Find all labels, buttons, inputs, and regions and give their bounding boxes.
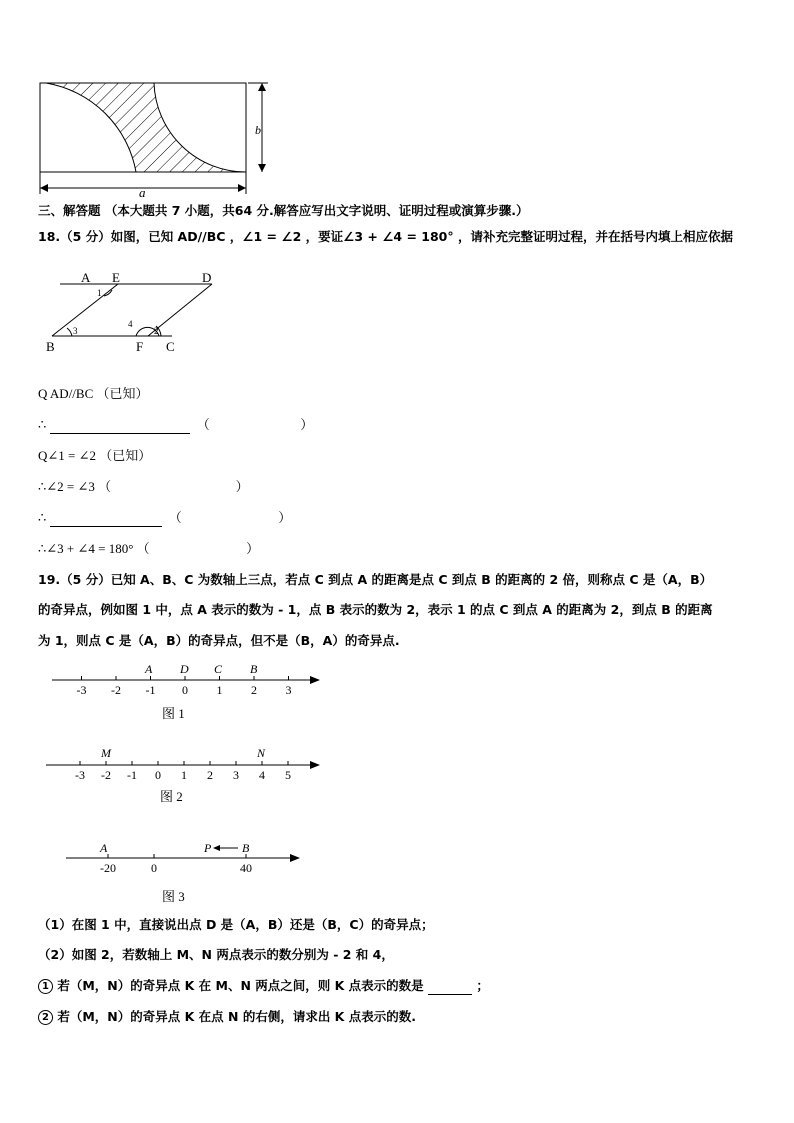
q19-line2: 的奇异点，例如图 1 中，点 A 表示的数为 - 1，点 B 表示的数为 2，表示 1 的点 C 到点 A 的距离为 2，到点 B 的距离 [38, 602, 713, 617]
number-line-fig3 [62, 838, 312, 910]
fig1-caption: 图 1 [162, 706, 185, 721]
fig2-tick-label: -3 [75, 768, 85, 782]
fig2-tick-label: 0 [155, 768, 161, 782]
fig-label-1: 1 [97, 288, 102, 298]
fig3-point-A: A [100, 841, 108, 855]
proof-blank-statement-2[interactable] [50, 419, 190, 434]
q19-sub1: 1 若（M，N）的奇异点 K 在 M、N 两点之间，则 K 点表示的数是 ； [38, 977, 489, 995]
dim-a-label: a [139, 185, 146, 198]
fig-label-F: F [136, 339, 144, 354]
proof-step-3: Q∠1 = ∠2 （已知） [38, 448, 152, 463]
q18-parallelogram-figure [40, 264, 230, 360]
answer-blank-k[interactable] [428, 980, 472, 995]
circled-1-icon: 1 [38, 979, 53, 994]
q18-stem: 18.（5 分）如图，已知 AD//BC ，∠1 = ∠2 ，要证∠3 + ∠4 = 180° ，请补充完整证明过程，并在括号内填上相应依据 [38, 229, 733, 244]
fig2-point-N: N [257, 746, 266, 760]
fig1-tick-label: 1 [216, 683, 223, 697]
number-line-fig1 [44, 660, 334, 726]
q19-part2: （2）如图 2，若数轴上 M、N 两点表示的数分别为 - 2 和 4， [38, 947, 394, 962]
fig1-point-D: D [180, 662, 189, 676]
fig2-caption: 图 2 [160, 789, 183, 804]
fig3-point-B: B [242, 841, 250, 855]
fig2-tick-label: 5 [285, 768, 291, 782]
fig3-tick-label: 40 [240, 861, 252, 875]
fig1-point-B: B [250, 662, 258, 676]
fig1-point-C: C [214, 662, 223, 676]
fig2-tick-label: -1 [127, 768, 137, 782]
proof-step-5: ∴ （ ） [38, 510, 292, 525]
fig3-tick-label: 0 [151, 861, 157, 875]
fig2-point-M: M [101, 746, 111, 760]
proof-step-6: ∴∠3 + ∠4 = 180° （ ） [38, 541, 260, 556]
proof-blank-statement-5[interactable] [50, 512, 162, 527]
fig-label-3: 3 [73, 326, 78, 336]
fig3-caption: 图 3 [162, 889, 185, 904]
circled-2-icon: 2 [38, 1010, 53, 1025]
fig-label-C: C [166, 339, 175, 354]
number-line-fig2 [40, 744, 330, 808]
fig2-tick-label: 4 [259, 768, 265, 782]
fig-label-B: B [46, 339, 55, 354]
fig3-tick-label: -20 [100, 861, 116, 875]
proof-step-2: ∴ （ ） [38, 417, 314, 432]
rectangle-hatched-figure [36, 76, 276, 198]
fig1-tick-label: -2 [111, 683, 121, 697]
q19-line1: 19.（5 分）已知 A、B、C 为数轴上三点，若点 C 到点 A 的距离是点 C 到点 B 的距离的 2 倍，则称点 C 是（A，B） [38, 572, 713, 587]
fig3-ticks [100, 854, 252, 875]
fig1-tick-label: -1 [145, 683, 156, 697]
fig1-tick-label: 3 [285, 683, 292, 697]
fig1-point-A: A [145, 662, 153, 676]
fig3-point-P: P [204, 841, 212, 855]
fig2-ticks [75, 761, 291, 782]
fig2-tick-label: 2 [207, 768, 213, 782]
fig-label-2: 2 [154, 326, 159, 336]
fig2-tick-label: 3 [233, 768, 239, 782]
fig1-tick-label: 0 [182, 683, 188, 697]
fig2-tick-label: -2 [101, 768, 111, 782]
fig-label-A: A [81, 270, 91, 285]
proof-step-4: ∴∠2 = ∠3 （ ） [38, 479, 249, 494]
q19-line3: 为 1，则点 C 是（A，B）的奇异点，但不是（B，A）的奇异点. [38, 633, 400, 648]
q19-part1: （1）在图 1 中，直接说出点 D 是（A，B）还是（B，C）的奇异点； [38, 917, 434, 932]
fig1-ticks [77, 676, 292, 697]
fig-label-E: E [112, 270, 120, 285]
dim-b-label: b [255, 123, 261, 137]
fig-label-D: D [202, 270, 212, 285]
fig-label-4: 4 [128, 319, 133, 329]
section-heading: 三、解答题 （本大题共 7 小题，共64 分.解答应写出文字说明、证明过程或演算步骤.） [38, 203, 529, 218]
proof-step-1: Q AD//BC （已知） [38, 386, 149, 401]
q19-sub2: 2 若（M，N）的奇异点 K 在点 N 的右侧，请求出 K 点表示的数. [38, 1008, 416, 1026]
fig1-tick-label: -3 [76, 683, 87, 697]
fig1-tick-label: 2 [251, 683, 257, 697]
fig2-tick-label: 1 [181, 768, 187, 782]
